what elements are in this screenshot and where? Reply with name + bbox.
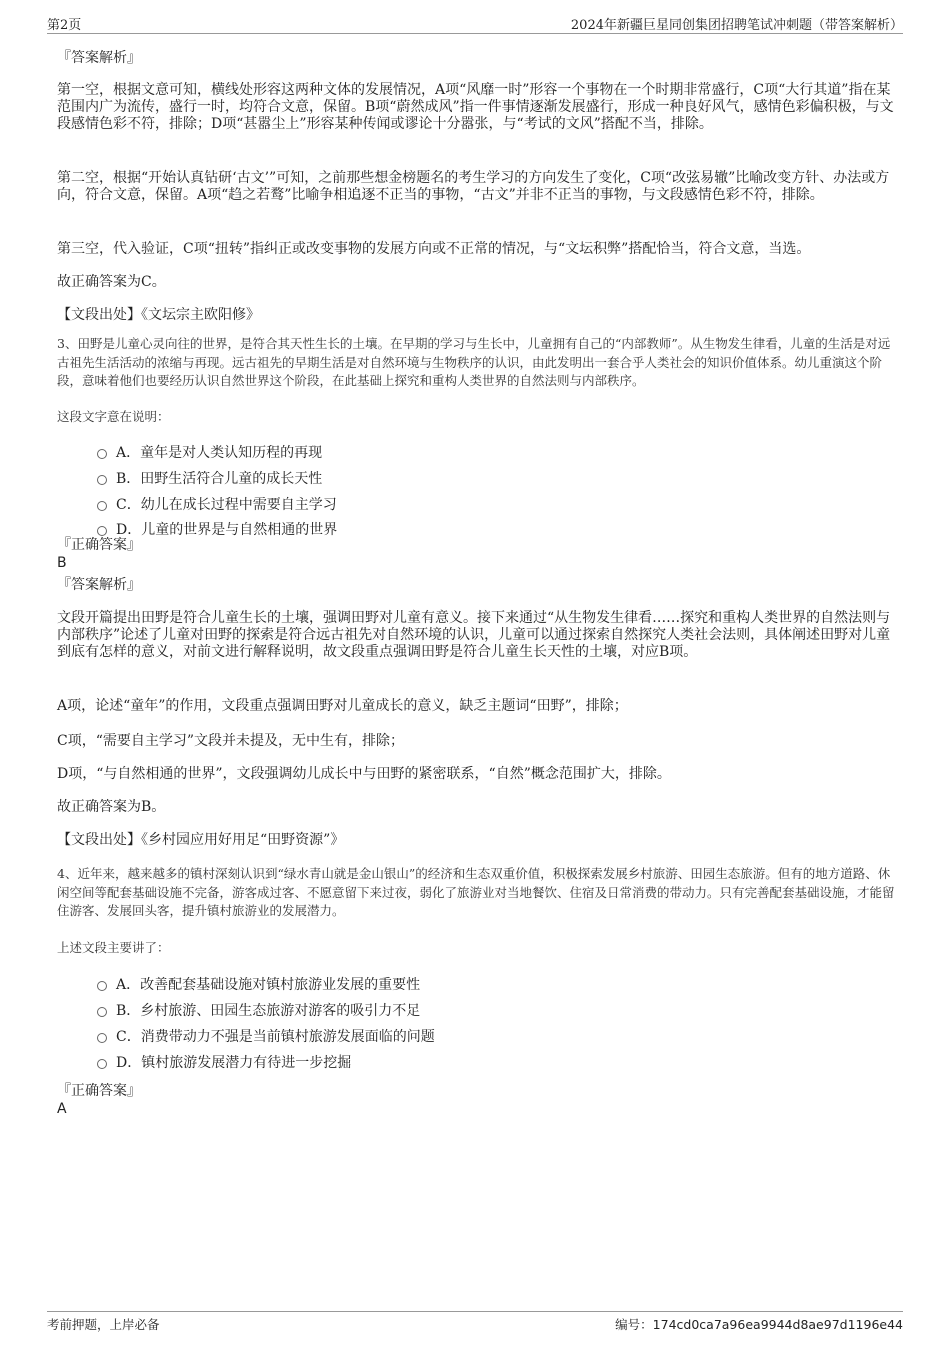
radio-icon[interactable]: [97, 1007, 107, 1017]
footer-slogan: 考前押题，上岸必备: [47, 1317, 160, 1332]
document-title: 2024年新疆巨星同创集团招聘笔试冲刺题（带答案解析）: [570, 18, 903, 33]
radio-icon[interactable]: [97, 1033, 107, 1043]
radio-icon[interactable]: [97, 501, 107, 511]
option-label: A．童年是对人类认知历程的再现: [116, 445, 323, 461]
radio-icon[interactable]: [97, 475, 107, 485]
q4-option-b[interactable]: [97, 1002, 420, 1020]
page-number: 第2页: [47, 18, 82, 33]
option-label: D．镇村旅游发展潜力有待进一步挖掘: [116, 1055, 352, 1071]
q3-analysis-para1: 文段开篇提出田野是符合儿童生长的土壤，强调田野对儿童有意义。接下来通过“从生物发生律看……探究和重构人类世界的自然法则与内部秩序”论述了儿童对田野的探索是符合远古祖先对自然环境的认识，儿童可以通过探索自然探究人类社会法则，具体阐述田野对儿童到底有怎样的意义，对前文进行解释说明，故文段重点强调田野是符合儿童生长天性的土壤，对应B项。: [57, 610, 891, 660]
option-label: C．幼儿在成长过程中需要自主学习: [116, 497, 337, 513]
option-label: B．乡村旅游、田园生态旅游对游客的吸引力不足: [116, 1003, 421, 1019]
q3-analysis-para3: C项，“需要自主学习”文段并未提及，无中生有，排除；: [57, 733, 405, 749]
q4-correct-answer: A: [57, 1101, 67, 1117]
q2-analysis-label: 『答案解析』: [57, 50, 141, 66]
q3-source: 【文段出处】《乡村园应用好用足“田野资源”》: [57, 832, 345, 848]
q3-analysis-label: 『答案解析』: [57, 577, 141, 593]
q3-option-a[interactable]: [97, 444, 322, 462]
q3-correct-label: 『正确答案』: [57, 537, 141, 553]
option-label: C．消费带动力不强是当前镇村旅游发展面临的问题: [116, 1029, 435, 1045]
q4-stem: 4、近年来，越来越多的镇村深刻认识到“绿水青山就是金山银山”的经济和生态双重价值，积极探索发展乡村旅游、田园生态旅游。但有的地方道路、休闲空间等配套基础设施不完备，游客成过客、不愿意留下来过夜，弱化了旅游业对当地餐饮、住宿及日常消费的带动力。只有完善配套基础设施，才能留住游客、发展回头客，提升镇村旅游业的发展潜力。: [57, 866, 895, 918]
q2-analysis-para2: 第二空，根据“开始认真钻研‘古文’”可知，之前那些想金榜题名的考生学习的方向发生了变化，C项“改弦易辙”比喻改变方针、办法或方向，符合文意，保留。A项“趋之若鹜”比喻争相追逐不正当的事物，“古文”并非不正当的事物，与文段感情色彩不符，排除。: [57, 170, 890, 203]
q3-analysis-para2: A项，论述“童年”的作用，文段重点强调田野对儿童成长的意义，缺乏主题词“田野”，排除；: [57, 698, 628, 714]
option-label: B．田野生活符合儿童的成长天性: [116, 471, 323, 487]
q3-correct-answer: B: [57, 555, 67, 571]
q2-analysis-para1: 第一空，根据文意可知，横线处形容这两种文体的发展情况，A项“风靡一时”形容一个事物在一个时期非常盛行，C项“大行其道”指在某范围内广为流传，盛行一时，均符合文意，保留。B项“蔚然成风”指一件事情逐渐发展盛行，形成一种良好风气，感情色彩偏积极，与文段感情色彩不符，排除；D项“甚嚣尘上”形容某种传闻或谬论十分嚣张，与“考试的文风”搭配不当，排除。: [57, 82, 894, 132]
radio-icon[interactable]: [97, 1059, 107, 1069]
code-label: 编号：: [615, 1317, 653, 1332]
radio-icon[interactable]: [97, 449, 107, 459]
radio-icon[interactable]: [97, 981, 107, 991]
q4-prompt: 上述文段主要讲了：: [57, 940, 170, 955]
q3-stem: 3、田野是儿童心灵向往的世界，是符合其天性生长的土壤。在早期的学习与生长中，儿童拥有自己的“内部教师”。从生物发生律看，儿童的生活是对远古祖先生活活动的浓缩与再现。远古祖先的早期生活是对自然环境与生物秩序的认识，由此发明出一套合乎人类社会的知识价值体系。幼儿重演这个阶段，意味着他们也要经历认识自然世界这个阶段，在此基础上探究和重构人类世界的自然法则与内部秩序。: [57, 336, 891, 388]
q4-option-a[interactable]: [97, 976, 420, 994]
q3-option-c[interactable]: [97, 496, 337, 514]
q3-prompt: 这段文字意在说明：: [57, 409, 170, 424]
footer-divider: [47, 1311, 903, 1312]
option-label: D．儿童的世界是与自然相通的世界: [116, 522, 338, 538]
q3-option-b[interactable]: [97, 470, 322, 488]
q2-source: 【文段出处】《文坛宗主欧阳修》: [57, 307, 260, 323]
header-divider: [47, 33, 903, 34]
q4-option-c[interactable]: [97, 1028, 435, 1046]
option-label: A．改善配套基础设施对镇村旅游业发展的重要性: [116, 977, 421, 993]
q3-conclusion: 故正确答案为B。: [57, 799, 166, 815]
radio-icon[interactable]: [97, 526, 107, 536]
q4-correct-label: 『正确答案』: [57, 1083, 141, 1099]
q2-conclusion: 故正确答案为C。: [57, 274, 166, 290]
q2-analysis-para3: 第三空，代入验证，C项“扭转”指纠正或改变事物的发展方向或不正常的情况，与“文坛积弊”搭配恰当，符合文意，当选。: [57, 241, 811, 257]
code-value: 174cd0ca7a96ea9944d8ae97d1196e44: [652, 1317, 903, 1332]
document-code: [615, 1315, 903, 1333]
q3-analysis-para4: D项，“与自然相通的世界”，文段强调幼儿成长中与田野的紧密联系，“自然”概念范围扩大，排除。: [57, 766, 671, 782]
q4-option-d[interactable]: [97, 1054, 351, 1072]
